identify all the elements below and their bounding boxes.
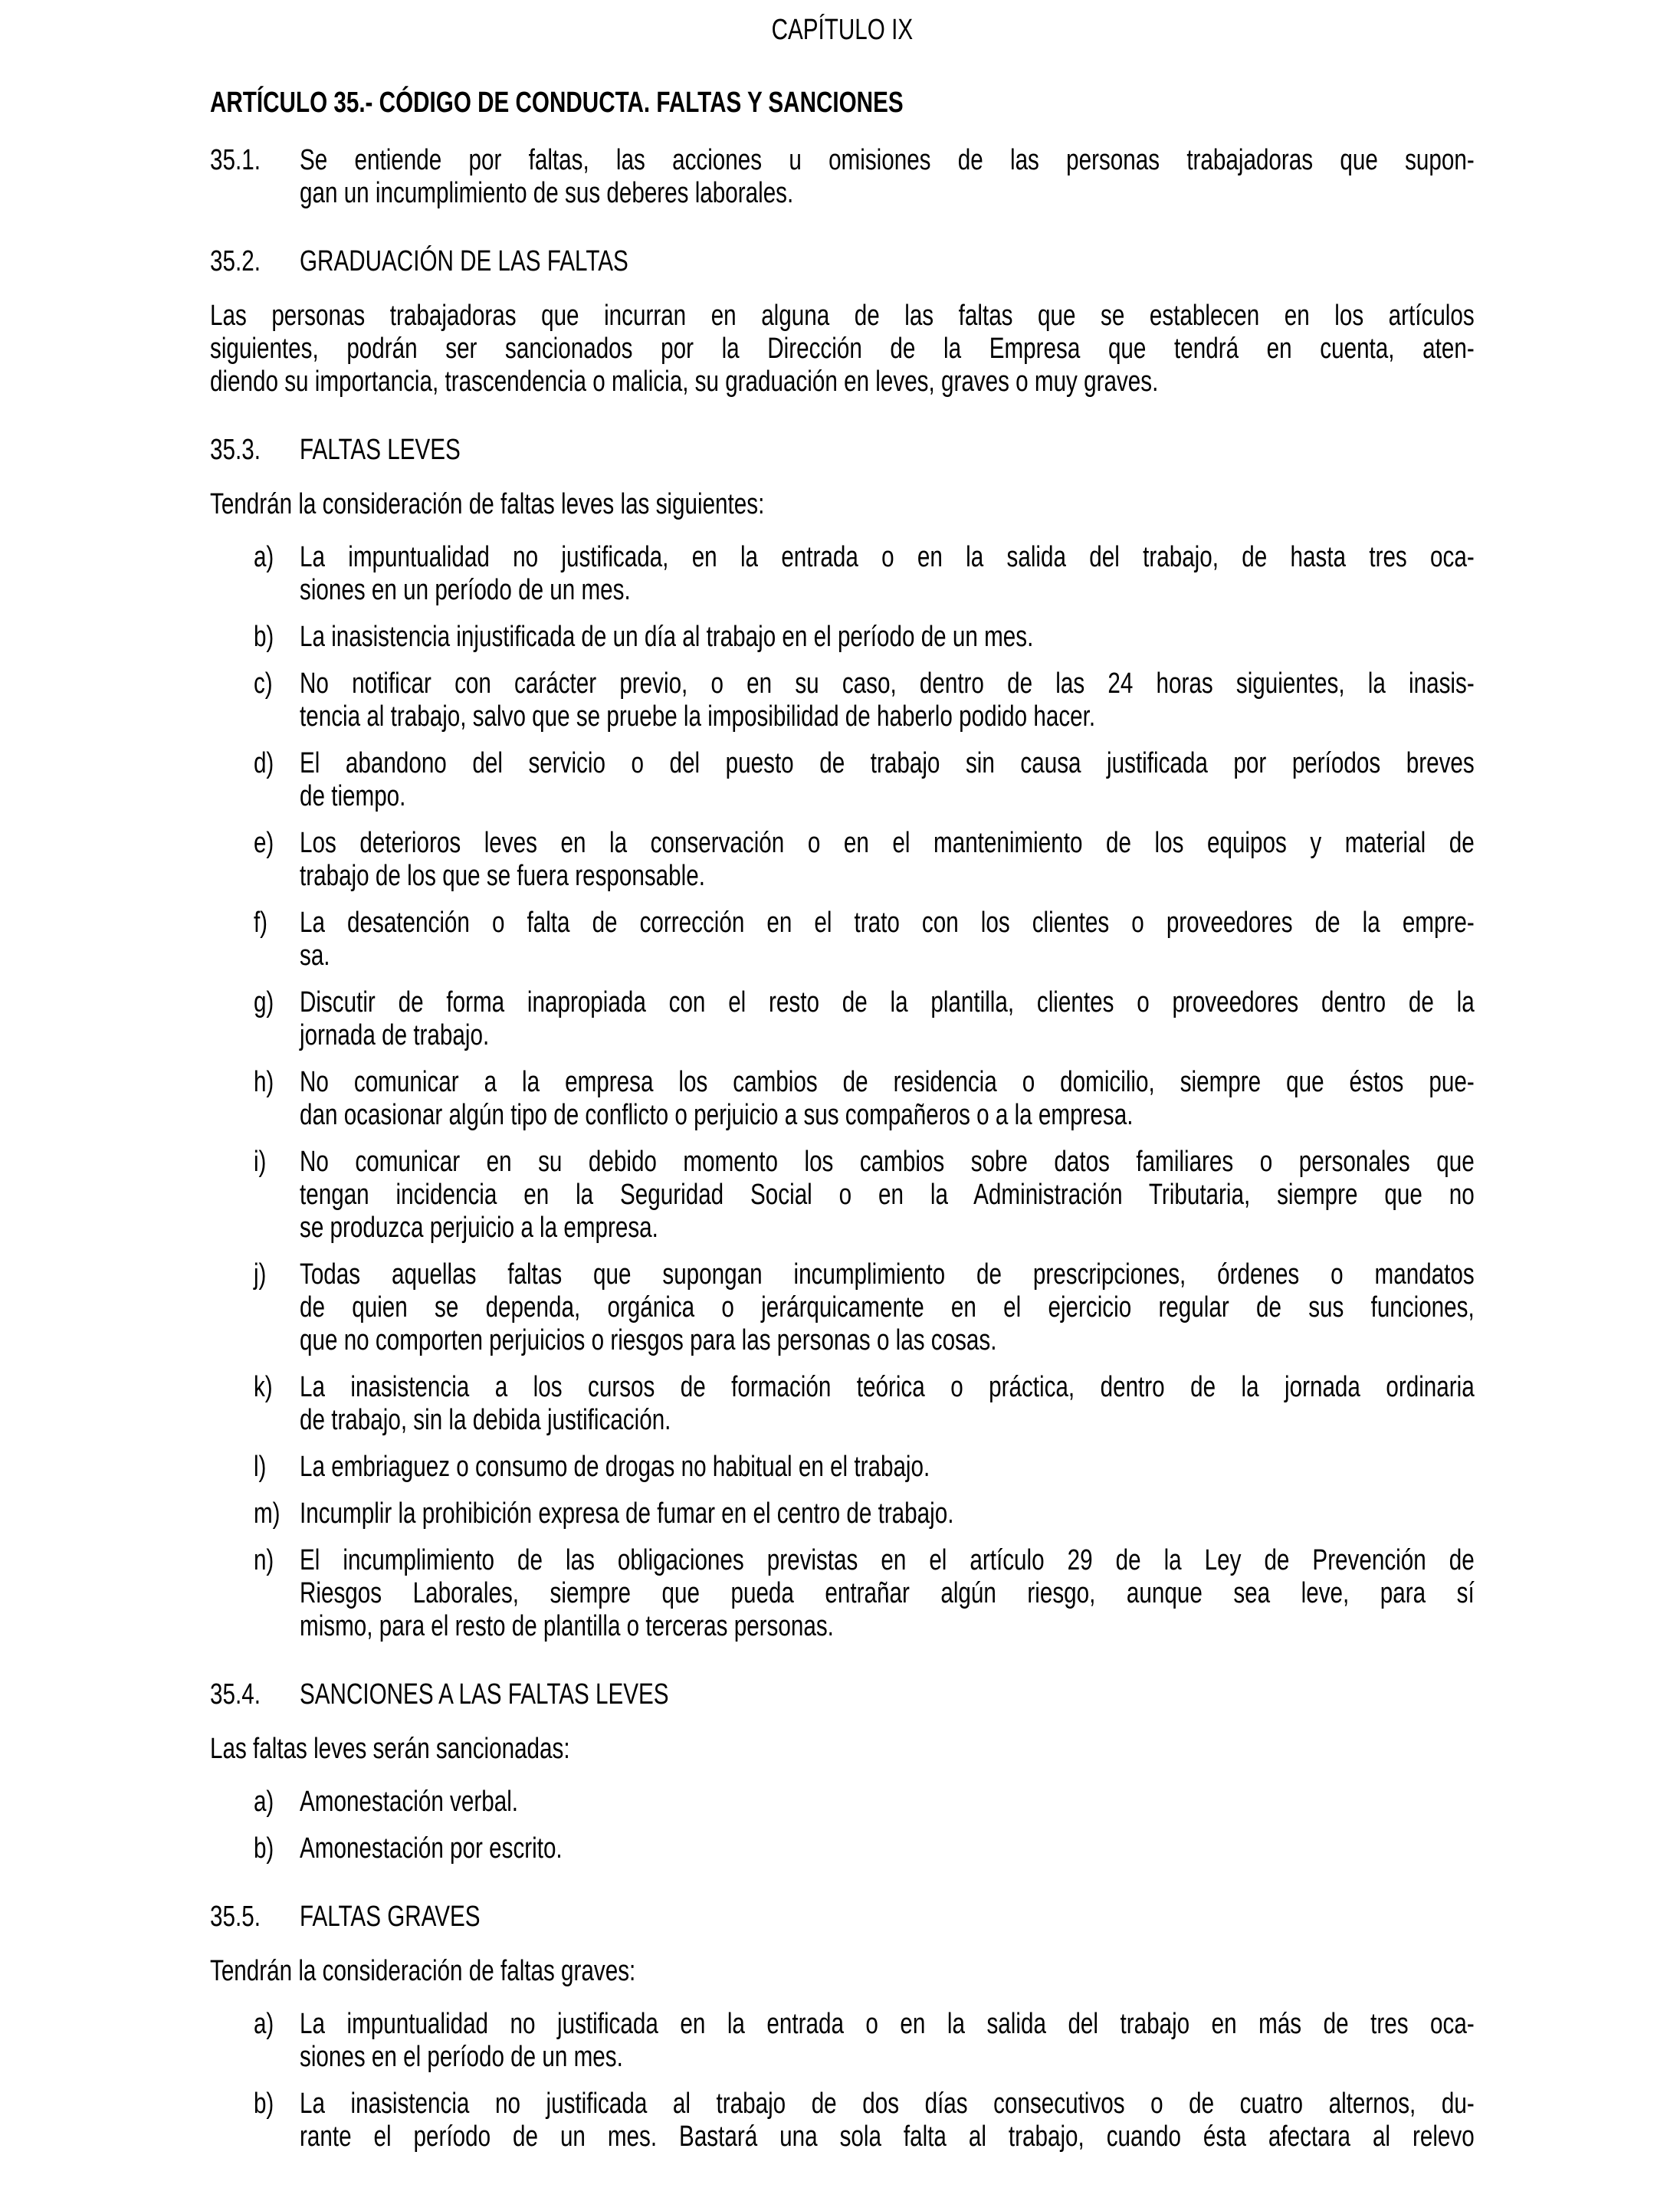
article-heading-text: ARTÍCULO 35.- CÓDIGO DE CONDUCTA. FALTAS Y SANCIONES bbox=[210, 87, 904, 119]
paragraph-4 bbox=[210, 300, 1475, 399]
paragraph-26 bbox=[210, 1955, 1475, 1988]
list-item-b-24-line-1: Amonestación por escrito. bbox=[300, 1832, 563, 1865]
list-item-k-17-line-1: La inasistencia a los cursos de formación teórica o práctica, dentro de la jornada ordinaria bbox=[300, 1371, 1475, 1403]
clause-35-1-line-1: Se entiende por faltas, las acciones u omisiones de las personas trabajadoras que supon- bbox=[300, 144, 1475, 176]
section-heading-35-5-title: FALTAS GRAVES bbox=[300, 1901, 481, 1933]
section-heading-35-5-number: 35.5. bbox=[210, 1901, 261, 1933]
section-heading-35-3-title: FALTAS LEVES bbox=[300, 434, 461, 466]
paragraph-6-line-1: Tendrán la consideración de faltas leves las siguientes: bbox=[210, 488, 765, 520]
list-item-e-11 bbox=[254, 827, 1475, 893]
list-item-m-19-line-1: Incumplir la prohibición expresa de fumar en el centro de trabajo. bbox=[300, 1497, 954, 1530]
paragraph-26-line-1: Tendrán la consideración de faltas graves: bbox=[210, 1955, 636, 1987]
list-item-a-27-line-1: La impuntualidad no justificada en la entrada o en la salida del trabajo en más de tres oca- bbox=[300, 2008, 1475, 2040]
list-item-n-20 bbox=[254, 1544, 1475, 1643]
list-item-f-12-letter: f) bbox=[253, 907, 268, 939]
list-item-g-13-line-2: jornada de trabajo. bbox=[300, 1019, 490, 1051]
clause-35-1-line-2: gan un incumplimiento de sus deberes laborales. bbox=[300, 177, 794, 209]
list-item-b-8-line-1: La inasistencia injustificada de un día al trabajo en el período de un mes. bbox=[300, 621, 1034, 653]
list-item-d-10-letter: d) bbox=[253, 747, 274, 779]
list-item-i-15-letter: i) bbox=[253, 1146, 267, 1178]
list-item-c-9-letter: c) bbox=[253, 668, 273, 700]
list-item-l-18-line-1: La embriaguez o consumo de drogas no habitual en el trabajo. bbox=[300, 1451, 930, 1483]
list-item-f-12-line-1: La desatención o falta de corrección en el trato con los clientes o proveedores de la empre- bbox=[300, 907, 1475, 939]
list-item-e-11-line-2: trabajo de los que se fuera responsable. bbox=[300, 860, 705, 892]
section-heading-35-3-number: 35.3. bbox=[210, 434, 261, 466]
list-item-i-15-line-2: tengan incidencia en la Seguridad Social o en la Administración Tributaria, siempre que no bbox=[300, 1179, 1475, 1211]
list-item-n-20-line-1: El incumplimiento de las obligaciones previstas en el artículo 29 de la Ley de Prevención de bbox=[300, 1544, 1475, 1576]
paragraph-6 bbox=[210, 488, 1475, 521]
list-item-c-9-line-2: tencia al trabajo, salvo que se pruebe la imposibilidad de haberlo podido hacer. bbox=[300, 700, 1096, 733]
list-item-b-28 bbox=[254, 2088, 1475, 2153]
list-item-a-7-line-1: La impuntualidad no justificada, en la entrada o en la salida del trabajo, de hasta tres oca- bbox=[300, 541, 1475, 573]
list-item-b-28-line-1: La inasistencia no justificada al trabajo de dos días consecutivos o de cuatro alternos, du- bbox=[300, 2088, 1475, 2120]
list-item-j-16-letter: j) bbox=[253, 1258, 267, 1291]
list-item-a-23-line-1: Amonestación verbal. bbox=[300, 1786, 519, 1818]
list-item-i-15-line-3: se produzca perjuicio a la empresa. bbox=[300, 1212, 658, 1244]
list-item-j-16-line-3: que no comporten perjuicios o riesgos para las personas o las cosas. bbox=[300, 1324, 997, 1356]
list-item-k-17-letter: k) bbox=[253, 1371, 273, 1403]
list-item-h-14 bbox=[254, 1066, 1475, 1132]
section-heading-35-2-title: GRADUACIÓN DE LAS FALTAS bbox=[300, 245, 628, 277]
section-heading-35-3 bbox=[210, 434, 1475, 467]
list-item-m-19-letter: m) bbox=[253, 1497, 281, 1530]
list-item-b-8-letter: b) bbox=[253, 621, 274, 653]
clause-35-1-number: 35.1. bbox=[210, 144, 261, 176]
list-item-k-17-line-2: de trabajo, sin la debida justificación. bbox=[300, 1404, 671, 1436]
list-item-d-10-line-1: El abandono del servicio o del puesto de trabajo sin causa justificada por períodos breves bbox=[300, 747, 1475, 779]
list-item-a-27-letter: a) bbox=[253, 2008, 274, 2040]
list-item-c-9-line-1: No notificar con carácter previo, o en su caso, dentro de las 24 horas siguientes, la inasis- bbox=[300, 668, 1475, 700]
list-item-m-19 bbox=[254, 1497, 1475, 1530]
list-item-d-10-line-2: de tiempo. bbox=[300, 780, 406, 812]
list-item-n-20-line-2: Riesgos Laborales, siempre que pueda entrañar algún riesgo, aunque sea leve, para sí bbox=[300, 1577, 1475, 1609]
list-item-j-16-line-1: Todas aquellas faltas que supongan incumplimiento de prescripciones, órdenes o mandatos bbox=[300, 1258, 1475, 1291]
clause-35-1 bbox=[210, 144, 1475, 210]
list-item-b-8 bbox=[254, 621, 1475, 654]
section-heading-35-4-number: 35.4. bbox=[210, 1678, 261, 1711]
list-item-e-11-line-1: Los deterioros leves en la conservación o en el mantenimiento de los equipos y material de bbox=[300, 827, 1475, 859]
section-heading-35-2 bbox=[210, 245, 1475, 278]
section-heading-35-4-title: SANCIONES A LAS FALTAS LEVES bbox=[300, 1678, 669, 1711]
list-item-b-28-letter: b) bbox=[253, 2088, 274, 2120]
list-item-d-10 bbox=[254, 747, 1475, 813]
list-item-i-15-line-1: No comunicar en su debido momento los cambios sobre datos familiares o personales que bbox=[300, 1146, 1475, 1178]
list-item-k-17 bbox=[254, 1371, 1475, 1437]
list-item-h-14-line-1: No comunicar a la empresa los cambios de residencia o domicilio, siempre que éstos pue- bbox=[300, 1066, 1475, 1098]
list-item-a-7 bbox=[254, 541, 1475, 607]
paragraph-4-line-1: Las personas trabajadoras que incurran en alguna de las faltas que se establecen en los artículos bbox=[210, 300, 1475, 332]
list-item-b-24-letter: b) bbox=[253, 1832, 274, 1865]
list-item-f-12 bbox=[254, 907, 1475, 973]
list-item-l-18 bbox=[254, 1451, 1475, 1484]
list-item-a-7-line-2: siones en un período de un mes. bbox=[300, 574, 631, 606]
article-heading bbox=[210, 87, 1475, 120]
section-heading-35-5 bbox=[210, 1901, 1475, 1934]
list-item-b-24 bbox=[254, 1832, 1475, 1865]
list-item-b-28-line-2: rante el período de un mes. Bastará una sola falta al trabajo, cuando ésta afectara al relevo bbox=[300, 2121, 1475, 2153]
list-item-a-27 bbox=[254, 2008, 1475, 2074]
document-content bbox=[210, 14, 1475, 2167]
paragraph-4-line-2: siguientes, podrán ser sancionados por la Dirección de la Empresa que tendrá en cuenta, aten- bbox=[210, 333, 1475, 365]
list-item-h-14-letter: h) bbox=[253, 1066, 274, 1098]
paragraph-22-line-1: Las faltas leves serán sancionadas: bbox=[210, 1733, 570, 1765]
list-item-j-16-line-2: de quien se dependa, orgánica o jerárquicamente en el ejercicio regular de sus funciones, bbox=[300, 1291, 1475, 1324]
list-item-a-27-line-2: siones en el período de un mes. bbox=[300, 2041, 623, 2073]
list-item-i-15 bbox=[254, 1146, 1475, 1245]
list-item-a-7-letter: a) bbox=[253, 541, 274, 573]
section-heading-35-2-number: 35.2. bbox=[210, 245, 261, 277]
section-heading-35-4 bbox=[210, 1678, 1475, 1711]
list-item-e-11-letter: e) bbox=[253, 827, 274, 859]
chapter-title bbox=[210, 14, 1475, 47]
paragraph-22 bbox=[210, 1733, 1475, 1766]
list-item-g-13-letter: g) bbox=[253, 986, 274, 1018]
list-item-h-14-line-2: dan ocasionar algún tipo de conflicto o perjuicio a sus compañeros o a la empresa. bbox=[300, 1099, 1134, 1131]
list-item-f-12-line-2: sa. bbox=[300, 940, 330, 972]
list-item-g-13 bbox=[254, 986, 1475, 1052]
list-item-n-20-line-3: mismo, para el resto de plantilla o terceras personas. bbox=[300, 1610, 834, 1642]
list-item-n-20-letter: n) bbox=[253, 1544, 274, 1576]
chapter-title-text: CAPÍTULO IX bbox=[771, 14, 914, 46]
list-item-a-23 bbox=[254, 1786, 1475, 1819]
list-item-c-9 bbox=[254, 668, 1475, 733]
paragraph-4-line-3: diendo su importancia, trascendencia o malicia, su graduación en leves, graves o muy graves. bbox=[210, 366, 1159, 398]
list-item-j-16 bbox=[254, 1258, 1475, 1357]
list-item-l-18-letter: l) bbox=[253, 1451, 267, 1483]
list-item-g-13-line-1: Discutir de forma inapropiada con el resto de la plantilla, clientes o proveedores dentro de la bbox=[300, 986, 1475, 1018]
list-item-a-23-letter: a) bbox=[253, 1786, 274, 1818]
